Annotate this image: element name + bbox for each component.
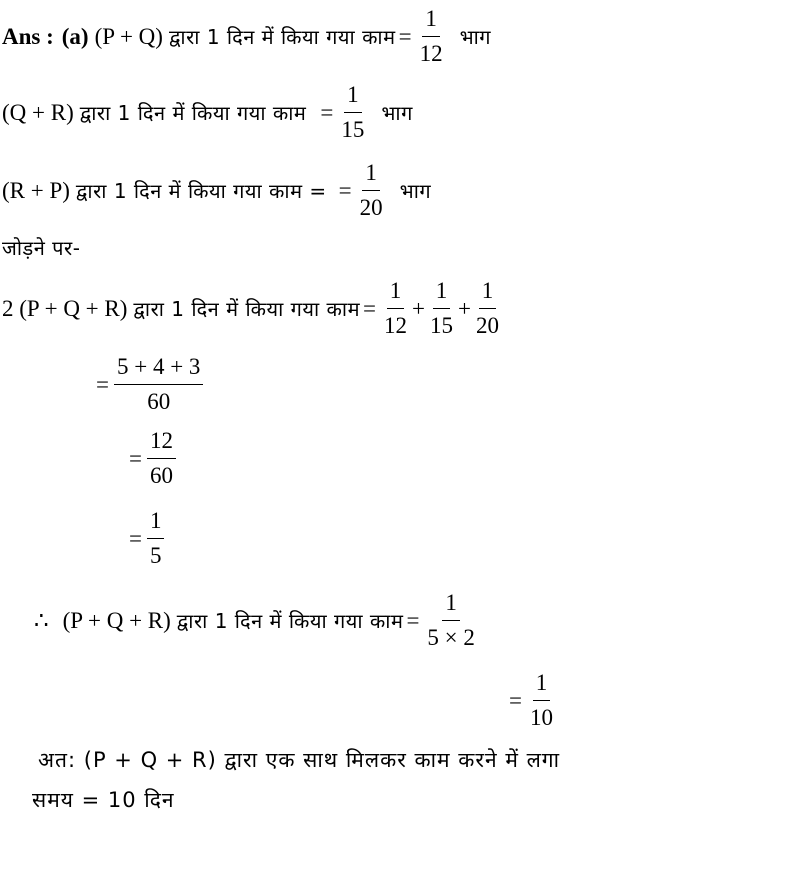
denominator: 10 — [529, 705, 553, 730]
solution-line-5 — [2, 276, 504, 341]
expression: (P + Q) — [94, 23, 163, 49]
answer-option: (a) — [61, 23, 89, 49]
solution-line-11 — [38, 746, 560, 774]
numerator: 1 — [533, 668, 551, 701]
fraction — [147, 426, 176, 491]
numerator: 1 — [433, 276, 451, 309]
denominator: 15 — [341, 117, 365, 142]
final-answer-text: समय = 10 दिन — [32, 788, 175, 812]
expression: 2 (P + Q + R) — [2, 295, 128, 321]
equals-sign: = — [363, 295, 377, 321]
statement-text: द्वारा 1 दिन में किया गया काम — [79, 101, 307, 125]
therefore-symbol: ∴ — [34, 607, 49, 633]
statement-text: द्वारा 1 दिन में किया गया काम — [176, 609, 404, 633]
statement-text: द्वारा 1 दिन में किया गया काम — [133, 297, 361, 321]
fraction — [338, 80, 367, 145]
numerator: 1 — [479, 276, 497, 309]
fraction — [417, 4, 446, 69]
solution-line-10 — [506, 668, 558, 733]
unit-text: भाग — [399, 179, 432, 203]
numerator: 12 — [147, 426, 176, 459]
solution-line-12 — [32, 786, 175, 814]
denominator: 20 — [476, 313, 499, 338]
denominator: 60 — [147, 389, 171, 414]
denominator: 5 × 2 — [427, 625, 475, 650]
numerator: 1 — [147, 506, 165, 539]
denominator: 12 — [419, 41, 443, 66]
denominator: 12 — [384, 313, 408, 338]
solution-line-4 — [2, 234, 80, 261]
solution-line-6 — [93, 352, 205, 417]
solution-line-7 — [126, 426, 178, 491]
equals-sign: = — [96, 371, 109, 397]
expression: (P + Q + R) — [62, 607, 171, 633]
numerator: 1 — [422, 4, 440, 37]
equals-sign: = — [338, 177, 352, 203]
fraction-3 — [473, 276, 502, 341]
fraction-2 — [427, 276, 456, 341]
solution-line-1 — [2, 4, 491, 69]
plus-sign: + — [412, 295, 426, 321]
fraction — [114, 352, 203, 417]
statement-text: जोड़ने पर- — [2, 236, 81, 260]
numerator: 1 — [387, 276, 405, 309]
solution-line-2 — [2, 80, 413, 145]
fraction-1 — [381, 276, 410, 341]
statement-text: द्वारा 1 दिन में किया गया काम — [168, 25, 396, 49]
equals-sign: = — [509, 687, 522, 713]
fraction — [527, 668, 556, 733]
equals-sign: = — [129, 445, 142, 471]
unit-text: भाग — [459, 25, 492, 49]
expression: (Q + R) — [2, 99, 74, 125]
numerator: 1 — [344, 80, 362, 113]
solution-line-8 — [126, 506, 166, 571]
statement-text: द्वारा 1 दिन में किया गया काम = — [75, 179, 327, 203]
denominator: 15 — [430, 313, 454, 338]
answer-label: Ans : — [2, 23, 54, 49]
equals-sign: = — [398, 23, 412, 49]
denominator: 60 — [149, 463, 173, 488]
equals-sign: = — [406, 607, 420, 633]
solution-line-3 — [2, 158, 431, 223]
equals-sign: = — [129, 525, 142, 551]
fraction — [147, 506, 165, 571]
numerator: 1 — [442, 588, 460, 621]
equals-sign: = — [320, 99, 334, 125]
denominator: 5 — [149, 543, 162, 568]
conclusion-text: अत: (P + Q + R) द्वारा एक साथ मिलकर काम करने में लगा — [38, 748, 561, 772]
unit-text: भाग — [381, 101, 413, 125]
numerator: 5 + 4 + 3 — [114, 352, 203, 385]
expression: (R + P) — [2, 177, 70, 203]
fraction — [357, 158, 386, 223]
fraction — [424, 588, 477, 653]
solution-line-9 — [34, 588, 480, 653]
numerator: 1 — [362, 158, 380, 191]
denominator: 20 — [359, 195, 383, 220]
plus-sign: + — [458, 295, 471, 321]
